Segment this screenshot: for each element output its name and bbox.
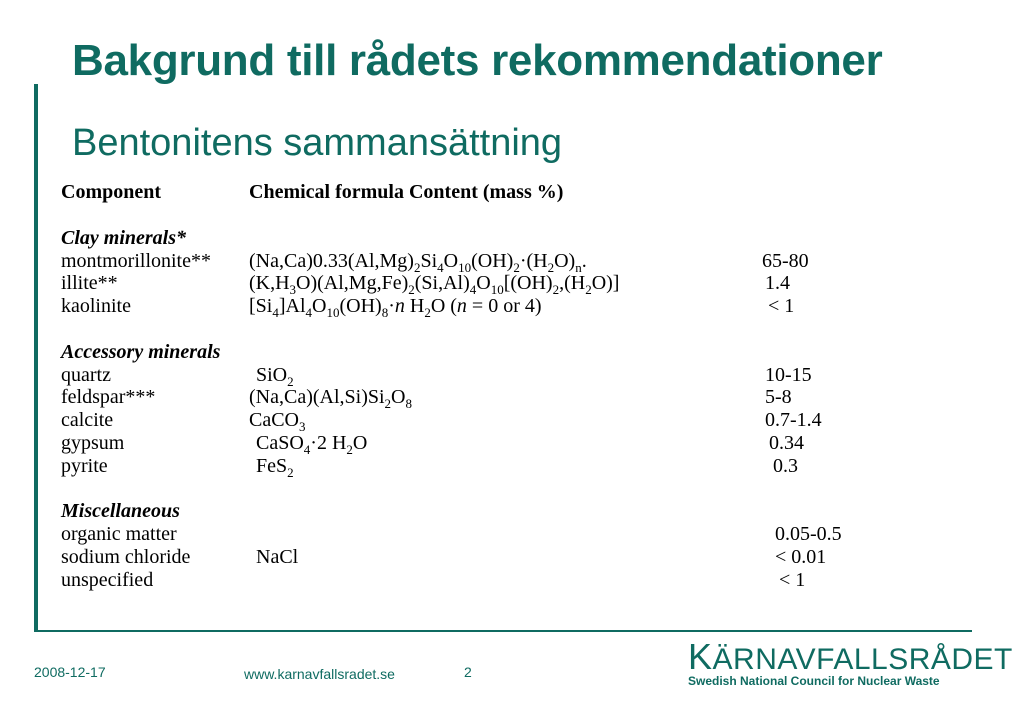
slide-title: Bakgrund till rådets rekommendationer: [72, 36, 883, 85]
header-component: Component: [61, 181, 162, 203]
row-name: illite**: [61, 272, 118, 294]
section-heading: Clay minerals*: [61, 227, 187, 249]
row-content: 10-15: [765, 364, 812, 386]
row-content: 0.3: [773, 455, 798, 477]
slide-subtitle: Bentonitens sammansättning: [72, 122, 563, 164]
row-content: 0.34: [769, 432, 804, 454]
section-heading: Miscellaneous: [61, 500, 180, 522]
row-name: unspecified: [61, 569, 154, 591]
row-name: gypsum: [61, 432, 125, 454]
row-formula: $(Na,Ca)0.33(Al,Mg)_2Si_4O_{10}(OH)_2\cdot(H_2O)_n$.: [249, 250, 587, 275]
row-formula: CaSO$_4$·2 $H_2O$: [256, 432, 368, 457]
row-content: 0.7-1.4: [765, 409, 822, 431]
section-heading: Accessory minerals: [61, 341, 221, 363]
row-formula: FeS$_2$: [256, 455, 294, 480]
row-name: organic matter: [61, 523, 177, 545]
logo-name-rest: ÄRNAVFALLSRÅDET: [712, 643, 1013, 676]
row-formula: SiO$_2$: [256, 364, 294, 389]
footer-date: 2008-12-17: [34, 664, 106, 680]
row-formula: NaCl: [256, 546, 299, 568]
row-name: sodium chloride: [61, 546, 191, 568]
row-content: 5-8: [765, 386, 792, 408]
row-name: calcite: [61, 409, 114, 431]
row-name: quartz: [61, 364, 111, 386]
row-name: kaolinite: [61, 295, 131, 317]
row-content: < 0.01: [775, 546, 827, 568]
row-formula: $(Na,Ca)(Al,Si)Si_2O_8$: [249, 386, 412, 411]
organization-logo: [688, 636, 1013, 678]
row-formula: $[Si_4]Al_4O_{10}(OH)_8\cdot n$ $H_2O$ (n = 0 or 4): [249, 295, 542, 320]
row-content: 65-80: [762, 250, 809, 272]
row-content: < 1: [768, 295, 795, 317]
page-number: 2: [464, 664, 472, 680]
formula-text: CaCO: [249, 409, 299, 431]
row-name: feldspar***: [61, 386, 156, 408]
row-formula: CaCO$_3$: [249, 409, 306, 434]
row-name: pyrite: [61, 455, 108, 477]
formula-text: (Na,Ca)(Al,Si)Si: [249, 386, 385, 408]
formula-text: FeS: [256, 455, 288, 477]
row-content: 0.05-0.5: [775, 523, 842, 545]
logo-initial: K: [688, 636, 713, 677]
footer-url-link[interactable]: www.karnavfallsradet.se: [244, 666, 395, 682]
row-formula: $(K,H_3O)(Al,Mg,Fe)_2(Si,Al)_4O_{10}[(OH)_2,(H_2O)]$: [249, 272, 620, 297]
row-content: < 1: [779, 569, 806, 591]
formula-text: SiO: [256, 364, 288, 386]
row-content: 1.4: [765, 272, 790, 294]
header-formula-content: Chemical formula Content (mass %): [249, 181, 564, 203]
logo-tagline: Swedish National Council for Nuclear Waste: [688, 674, 940, 688]
row-name: montmorillonite**: [61, 250, 211, 272]
